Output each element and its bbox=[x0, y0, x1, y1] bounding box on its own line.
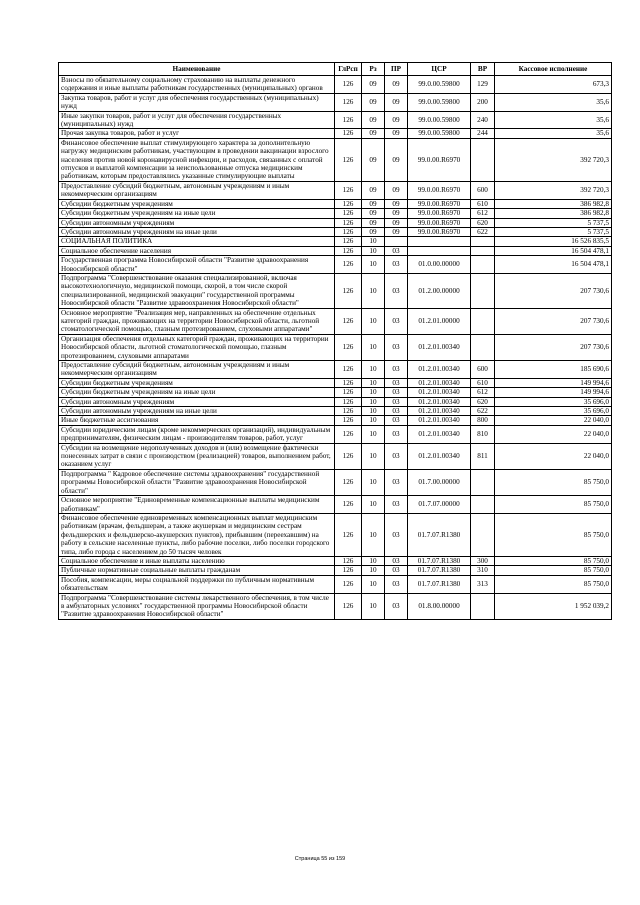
cell-rz: 09 bbox=[362, 218, 385, 227]
cell-csr: 01.7.00.00000 bbox=[408, 469, 471, 495]
cell-vr bbox=[471, 138, 495, 181]
cell-name: Иные бюджетные ассигнования bbox=[59, 416, 335, 425]
cell-grs: 126 bbox=[335, 496, 362, 514]
budget-page bbox=[58, 62, 611, 620]
cell-name: Социальное обеспечение и иные выплаты населению bbox=[59, 556, 335, 565]
cell-amount: 22 040,0 bbox=[495, 425, 612, 443]
cell-vr bbox=[471, 513, 495, 556]
cell-csr: 01.8.00.00000 bbox=[408, 593, 471, 619]
cell-grs: 126 bbox=[335, 209, 362, 218]
cell-vr: 310 bbox=[471, 566, 495, 575]
cell-rz: 10 bbox=[362, 273, 385, 308]
cell-name: Прочая закупка товаров, работ и услуг bbox=[59, 129, 335, 138]
cell-name: Субсидии бюджетным учреждениям bbox=[59, 378, 335, 387]
cell-amount: 85 750,0 bbox=[495, 496, 612, 514]
cell-name: Основное мероприятие "Единовременные компенсационные выплаты медицинским работникам" bbox=[59, 496, 335, 514]
cell-name: Публичные нормативные социальные выплаты гражданам bbox=[59, 566, 335, 575]
cell-rz: 10 bbox=[362, 334, 385, 360]
cell-rz: 10 bbox=[362, 443, 385, 469]
cell-rz: 10 bbox=[362, 397, 385, 406]
cell-vr bbox=[471, 308, 495, 334]
cell-pr: 09 bbox=[385, 111, 408, 129]
cell-csr: 01.7.07.00000 bbox=[408, 496, 471, 514]
table-row bbox=[59, 496, 612, 514]
cell-vr bbox=[471, 593, 495, 619]
cell-csr: 99.0.00.R6970 bbox=[408, 181, 471, 199]
cell-name: Субсидии юридическим лицам (кроме некоммерческих организаций), индивидуальным предпринимателям, физическим лицам - производителям товаров, работ, услуг bbox=[59, 425, 335, 443]
table-row bbox=[59, 209, 612, 218]
cell-rz: 10 bbox=[362, 416, 385, 425]
cell-rz: 10 bbox=[362, 407, 385, 416]
cell-csr: 01.2.01.00340 bbox=[408, 416, 471, 425]
table-row bbox=[59, 111, 612, 129]
cell-csr: 01.7.07.R1380 bbox=[408, 575, 471, 593]
cell-grs: 126 bbox=[335, 469, 362, 495]
cell-grs: 126 bbox=[335, 361, 362, 379]
cell-rz: 09 bbox=[362, 209, 385, 218]
cell-rz: 09 bbox=[362, 181, 385, 199]
cell-grs: 126 bbox=[335, 246, 362, 255]
table-row bbox=[59, 227, 612, 236]
cell-rz: 09 bbox=[362, 129, 385, 138]
cell-pr: 03 bbox=[385, 246, 408, 255]
cell-amount: 35,6 bbox=[495, 111, 612, 129]
cell-pr: 09 bbox=[385, 93, 408, 111]
table-row bbox=[59, 93, 612, 111]
cell-rz: 10 bbox=[362, 593, 385, 619]
table-row bbox=[59, 199, 612, 208]
cell-grs: 126 bbox=[335, 425, 362, 443]
cell-pr: 03 bbox=[385, 388, 408, 397]
table-row bbox=[59, 397, 612, 406]
table-row bbox=[59, 361, 612, 379]
cell-name: Подпрограмма " Кадровое обеспечение системы здравоохранения" государственной программы Новосибирской области "Развитие здравоохранения Новосибирской области" bbox=[59, 469, 335, 495]
cell-pr: 03 bbox=[385, 496, 408, 514]
cell-vr: 612 bbox=[471, 209, 495, 218]
cell-grs: 126 bbox=[335, 199, 362, 208]
cell-vr: 313 bbox=[471, 575, 495, 593]
cell-amount: 392 720,3 bbox=[495, 138, 612, 181]
cell-csr: 01.2.00.00000 bbox=[408, 273, 471, 308]
table-row bbox=[59, 308, 612, 334]
cell-pr: 09 bbox=[385, 227, 408, 236]
table-header-row bbox=[59, 63, 612, 76]
cell-pr: 03 bbox=[385, 407, 408, 416]
cell-rz: 10 bbox=[362, 246, 385, 255]
cell-pr: 03 bbox=[385, 378, 408, 387]
cell-grs: 126 bbox=[335, 566, 362, 575]
cell-pr: 09 bbox=[385, 181, 408, 199]
cell-rz: 10 bbox=[362, 361, 385, 379]
cell-grs: 126 bbox=[335, 407, 362, 416]
cell-vr: 620 bbox=[471, 397, 495, 406]
cell-pr bbox=[385, 237, 408, 246]
cell-csr: 01.7.07.R1380 bbox=[408, 556, 471, 565]
cell-rz: 10 bbox=[362, 425, 385, 443]
cell-amount: 386 982,8 bbox=[495, 209, 612, 218]
cell-name: Финансовое обеспечение выплат стимулирующего характера за дополнительную нагрузку медицинским работникам, участвующим в проведении вакцинации взрослого населения против новой коронавирусной инфекции, и расходов, связанных с оплатой отпусков и выплатой компенсации за неиспользованные отпуска медицинским работникам, которым предоставлялись указанные стимулирующие выплаты bbox=[59, 138, 335, 181]
cell-amount: 207 730,6 bbox=[495, 308, 612, 334]
table-row bbox=[59, 273, 612, 308]
cell-rz: 10 bbox=[362, 237, 385, 246]
cell-vr: 244 bbox=[471, 129, 495, 138]
table-row bbox=[59, 378, 612, 387]
cell-amount: 16 526 835,5 bbox=[495, 237, 612, 246]
header-rz: Рз bbox=[362, 63, 385, 76]
cell-grs: 126 bbox=[335, 388, 362, 397]
cell-name: Финансовое обеспечение единовременных компенсационных выплат медицинским работникам (врачам, фельдшерам, а также акушеркам и медицинским сестрам фельдшерских и фельдшерско-акушерских пунктов), прибывшим (переехавшим) на работу в сельские населенные пункты, либо рабочие поселки, либо поселки городского типа, либо города с населением до 50 тысяч человек bbox=[59, 513, 335, 556]
cell-pr: 09 bbox=[385, 76, 408, 94]
cell-csr bbox=[408, 246, 471, 255]
table-row bbox=[59, 469, 612, 495]
cell-csr: 99.0.00.R6970 bbox=[408, 199, 471, 208]
cell-amount: 16 504 478,1 bbox=[495, 246, 612, 255]
cell-csr: 01.2.01.00340 bbox=[408, 388, 471, 397]
cell-amount: 149 994,6 bbox=[495, 388, 612, 397]
cell-vr: 810 bbox=[471, 425, 495, 443]
cell-amount: 673,3 bbox=[495, 76, 612, 94]
cell-amount: 22 040,0 bbox=[495, 443, 612, 469]
cell-csr: 01.2.01.00340 bbox=[408, 425, 471, 443]
cell-grs: 126 bbox=[335, 575, 362, 593]
cell-grs: 126 bbox=[335, 138, 362, 181]
cell-csr: 99.0.00.59800 bbox=[408, 76, 471, 94]
cell-pr: 03 bbox=[385, 416, 408, 425]
header-pr: ПР bbox=[385, 63, 408, 76]
cell-name: Субсидии бюджетным учреждениям на иные цели bbox=[59, 388, 335, 397]
cell-csr: 01.2.01.00340 bbox=[408, 361, 471, 379]
cell-vr bbox=[471, 256, 495, 274]
cell-name: Закупка товаров, работ и услуг для обеспечения государственных (муниципальных) нужд bbox=[59, 93, 335, 111]
cell-csr: 99.0.00.59800 bbox=[408, 111, 471, 129]
cell-grs: 126 bbox=[335, 256, 362, 274]
cell-vr: 612 bbox=[471, 388, 495, 397]
table-row bbox=[59, 425, 612, 443]
cell-pr: 09 bbox=[385, 218, 408, 227]
table-row bbox=[59, 76, 612, 94]
cell-csr: 01.2.01.00340 bbox=[408, 334, 471, 360]
cell-csr: 99.0.00.59800 bbox=[408, 93, 471, 111]
cell-pr: 03 bbox=[385, 273, 408, 308]
cell-amount: 22 040,0 bbox=[495, 416, 612, 425]
cell-pr: 03 bbox=[385, 513, 408, 556]
cell-name: Иные закупки товаров, работ и услуг для обеспечения государственных (муниципальных) нужд bbox=[59, 111, 335, 129]
cell-csr: 99.0.00.R6970 bbox=[408, 209, 471, 218]
table-row bbox=[59, 593, 612, 619]
cell-csr: 99.0.00.R6970 bbox=[408, 227, 471, 236]
cell-grs: 126 bbox=[335, 416, 362, 425]
cell-grs: 126 bbox=[335, 237, 362, 246]
cell-name: Субсидии автономным учреждениям на иные цели bbox=[59, 227, 335, 236]
cell-name: Субсидии на возмещение недополученных доходов и (или) возмещение фактически понесенных затрат в связи с производством (реализацией) товаров, выполнением работ, оказанием услуг bbox=[59, 443, 335, 469]
cell-csr bbox=[408, 237, 471, 246]
cell-csr: 01.2.01.00000 bbox=[408, 308, 471, 334]
cell-rz: 10 bbox=[362, 469, 385, 495]
cell-pr: 09 bbox=[385, 138, 408, 181]
cell-rz: 10 bbox=[362, 566, 385, 575]
cell-vr: 300 bbox=[471, 556, 495, 565]
table-row bbox=[59, 334, 612, 360]
header-amount: Кассовое исполнение bbox=[495, 63, 612, 76]
table-row bbox=[59, 443, 612, 469]
cell-vr bbox=[471, 246, 495, 255]
header-csr: ЦСР bbox=[408, 63, 471, 76]
budget-table bbox=[58, 62, 612, 620]
cell-csr: 99.0.00.R6970 bbox=[408, 138, 471, 181]
cell-rz: 10 bbox=[362, 496, 385, 514]
cell-csr: 01.2.01.00340 bbox=[408, 443, 471, 469]
cell-vr: 240 bbox=[471, 111, 495, 129]
cell-pr: 03 bbox=[385, 308, 408, 334]
cell-vr: 622 bbox=[471, 407, 495, 416]
cell-rz: 09 bbox=[362, 138, 385, 181]
cell-name: Подпрограмма "Совершенствование системы лекарственного обеспечения, в том числе в амбулаторных условиях" государственной программы Новосибирской области "Развитие здравоохранения Новосибирской области" bbox=[59, 593, 335, 619]
cell-name: Предоставление субсидий бюджетным, автономным учреждениям и иным некоммерческим организациям bbox=[59, 181, 335, 199]
cell-csr: 99.0.00.R6970 bbox=[408, 218, 471, 227]
cell-pr: 09 bbox=[385, 129, 408, 138]
cell-grs: 126 bbox=[335, 397, 362, 406]
cell-name: Основное мероприятие "Реализация мер, направленных на обеспечение отдельных категорий граждан, проживающих на территории Новосибирской области, льготной стоматологической помощью, глазным протезированием, слуховыми аппаратами" bbox=[59, 308, 335, 334]
cell-pr: 09 bbox=[385, 199, 408, 208]
cell-rz: 10 bbox=[362, 388, 385, 397]
cell-pr: 03 bbox=[385, 556, 408, 565]
cell-pr: 03 bbox=[385, 425, 408, 443]
cell-name: Субсидии автономным учреждениям на иные цели bbox=[59, 407, 335, 416]
cell-grs: 126 bbox=[335, 443, 362, 469]
cell-rz: 09 bbox=[362, 227, 385, 236]
cell-name: Подпрограмма "Совершенствование оказания специализированной, включая высокотехнологичную, медицинской помощи, скорой, в том числе скорой специализированной, медицинской эвакуации" государственной программы Новосибирской области "Развитие здравоохранения Новосибирской области" bbox=[59, 273, 335, 308]
table-row bbox=[59, 181, 612, 199]
cell-vr: 600 bbox=[471, 181, 495, 199]
cell-vr: 200 bbox=[471, 93, 495, 111]
table-row bbox=[59, 256, 612, 274]
cell-amount: 185 690,6 bbox=[495, 361, 612, 379]
cell-vr: 620 bbox=[471, 218, 495, 227]
cell-pr: 03 bbox=[385, 593, 408, 619]
table-body bbox=[59, 76, 612, 620]
cell-rz: 10 bbox=[362, 256, 385, 274]
cell-vr bbox=[471, 334, 495, 360]
table-row bbox=[59, 237, 612, 246]
cell-vr: 800 bbox=[471, 416, 495, 425]
cell-csr: 01.2.01.00340 bbox=[408, 397, 471, 406]
cell-name: Субсидии автономным учреждениям bbox=[59, 218, 335, 227]
cell-amount: 16 504 478,1 bbox=[495, 256, 612, 274]
cell-csr: 01.2.01.00340 bbox=[408, 378, 471, 387]
cell-csr: 01.0.00.00000 bbox=[408, 256, 471, 274]
header-vr: ВР bbox=[471, 63, 495, 76]
cell-pr: 03 bbox=[385, 566, 408, 575]
cell-csr: 99.0.00.59800 bbox=[408, 129, 471, 138]
cell-grs: 126 bbox=[335, 513, 362, 556]
cell-name: Субсидии бюджетным учреждениям bbox=[59, 199, 335, 208]
cell-pr: 03 bbox=[385, 575, 408, 593]
table-row bbox=[59, 388, 612, 397]
table-row bbox=[59, 246, 612, 255]
cell-grs: 126 bbox=[335, 227, 362, 236]
cell-amount: 207 730,6 bbox=[495, 334, 612, 360]
cell-rz: 10 bbox=[362, 308, 385, 334]
cell-grs: 126 bbox=[335, 129, 362, 138]
cell-rz: 10 bbox=[362, 378, 385, 387]
table-row bbox=[59, 416, 612, 425]
table-row bbox=[59, 129, 612, 138]
cell-grs: 126 bbox=[335, 111, 362, 129]
page-footer: Страница 55 из 159 bbox=[294, 856, 346, 862]
cell-rz: 10 bbox=[362, 513, 385, 556]
cell-grs: 126 bbox=[335, 181, 362, 199]
cell-amount: 392 720,3 bbox=[495, 181, 612, 199]
cell-rz: 09 bbox=[362, 111, 385, 129]
cell-grs: 126 bbox=[335, 76, 362, 94]
cell-vr bbox=[471, 469, 495, 495]
cell-grs: 126 bbox=[335, 273, 362, 308]
header-grs: ГлРсп bbox=[335, 63, 362, 76]
cell-name: Государственная программа Новосибирской области "Развитие здравоохранения Новосибирской области" bbox=[59, 256, 335, 274]
cell-vr: 610 bbox=[471, 378, 495, 387]
cell-name: Организация обеспечения отдельных категорий граждан, проживающих на территории Новосибирской области, льготной стоматологической помощью, глазным протезированием, слуховыми аппаратами bbox=[59, 334, 335, 360]
cell-rz: 10 bbox=[362, 556, 385, 565]
cell-vr bbox=[471, 496, 495, 514]
cell-vr bbox=[471, 273, 495, 308]
cell-amount: 386 982,8 bbox=[495, 199, 612, 208]
cell-rz: 09 bbox=[362, 199, 385, 208]
cell-name: Предоставление субсидий бюджетным, автономным учреждениям и иным некоммерческим организациям bbox=[59, 361, 335, 379]
cell-rz: 10 bbox=[362, 575, 385, 593]
cell-amount: 149 994,6 bbox=[495, 378, 612, 387]
cell-amount: 1 952 039,2 bbox=[495, 593, 612, 619]
cell-amount: 85 750,0 bbox=[495, 575, 612, 593]
cell-vr: 811 bbox=[471, 443, 495, 469]
cell-rz: 09 bbox=[362, 76, 385, 94]
cell-amount: 85 750,0 bbox=[495, 556, 612, 565]
cell-grs: 126 bbox=[335, 556, 362, 565]
cell-amount: 35 696,0 bbox=[495, 397, 612, 406]
cell-amount: 85 750,0 bbox=[495, 566, 612, 575]
table-row bbox=[59, 407, 612, 416]
cell-rz: 09 bbox=[362, 93, 385, 111]
cell-vr: 622 bbox=[471, 227, 495, 236]
cell-amount: 5 737,5 bbox=[495, 227, 612, 236]
cell-csr: 01.7.07.R1380 bbox=[408, 513, 471, 556]
table-row bbox=[59, 138, 612, 181]
cell-name: Социальное обеспечение населения bbox=[59, 246, 335, 255]
cell-grs: 126 bbox=[335, 93, 362, 111]
cell-vr: 600 bbox=[471, 361, 495, 379]
cell-vr bbox=[471, 237, 495, 246]
cell-pr: 03 bbox=[385, 334, 408, 360]
cell-amount: 85 750,0 bbox=[495, 513, 612, 556]
cell-pr: 03 bbox=[385, 443, 408, 469]
table-row bbox=[59, 513, 612, 556]
table-row bbox=[59, 566, 612, 575]
cell-name: Взносы по обязательному социальному страхованию на выплаты денежного содержания и иные выплаты работникам государственных (муниципальных) органов bbox=[59, 76, 335, 94]
cell-name: Субсидии автономным учреждениям bbox=[59, 397, 335, 406]
cell-csr: 01.7.07.R1380 bbox=[408, 566, 471, 575]
cell-pr: 03 bbox=[385, 361, 408, 379]
cell-amount: 5 737,5 bbox=[495, 218, 612, 227]
cell-vr: 129 bbox=[471, 76, 495, 94]
cell-name: СОЦИАЛЬНАЯ ПОЛИТИКА bbox=[59, 237, 335, 246]
cell-csr: 01.2.01.00340 bbox=[408, 407, 471, 416]
cell-amount: 207 730,6 bbox=[495, 273, 612, 308]
cell-pr: 03 bbox=[385, 256, 408, 274]
cell-grs: 126 bbox=[335, 334, 362, 360]
cell-pr: 09 bbox=[385, 209, 408, 218]
table-row bbox=[59, 575, 612, 593]
cell-vr: 610 bbox=[471, 199, 495, 208]
table-row bbox=[59, 218, 612, 227]
cell-grs: 126 bbox=[335, 218, 362, 227]
cell-amount: 35 696,0 bbox=[495, 407, 612, 416]
cell-grs: 126 bbox=[335, 593, 362, 619]
cell-grs: 126 bbox=[335, 378, 362, 387]
cell-grs: 126 bbox=[335, 308, 362, 334]
cell-pr: 03 bbox=[385, 397, 408, 406]
cell-name: Субсидии бюджетным учреждениям на иные цели bbox=[59, 209, 335, 218]
header-name: Наименование bbox=[59, 63, 335, 76]
cell-amount: 85 750,0 bbox=[495, 469, 612, 495]
table-row bbox=[59, 556, 612, 565]
cell-name: Пособия, компенсации, меры социальной поддержки по публичным нормативным обязательствам bbox=[59, 575, 335, 593]
cell-pr: 03 bbox=[385, 469, 408, 495]
cell-amount: 35,6 bbox=[495, 93, 612, 111]
cell-amount: 35,6 bbox=[495, 129, 612, 138]
